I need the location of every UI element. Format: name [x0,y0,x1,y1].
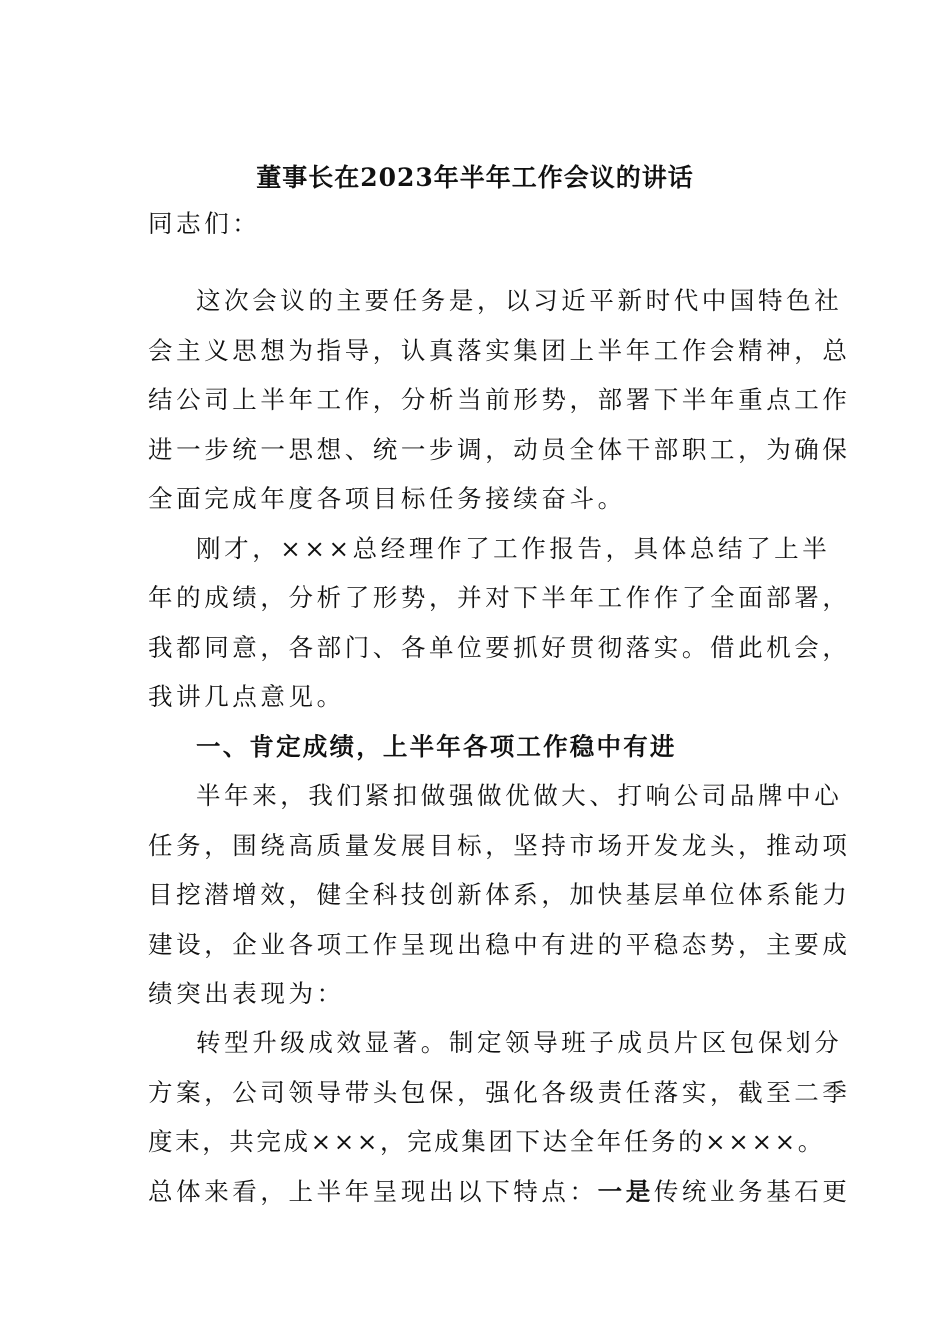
document-title: 董事长在2023年半年工作会议的讲话 [256,163,694,192]
section-heading: 一、肯定成绩，上半年各项工作稳中有进 [196,732,677,761]
paragraph-line: 转型升级成效显著。制定领导班子成员片区包保划分 [196,1028,843,1057]
paragraph-line: 我讲几点意见。 [148,682,345,711]
paragraph-line-text: 总体来看，上半年呈现出以下特点： [148,1177,598,1206]
paragraph-line [148,1174,851,1210]
paragraph-line: 任务，围绕高质量发展目标，坚持市场开发龙头，推动项 [148,831,851,860]
paragraph-line-text: 传统业务基石更 [653,1177,851,1206]
paragraph-line: 我都同意，各部门、各单位要抓好贯彻落实。借此机会， [148,633,851,662]
paragraph-line: 方案，公司领导带头包保，强化各级责任落实，截至二季 [148,1078,851,1107]
paragraph-line: 结公司上半年工作，分析当前形势，部署下半年重点工作 [148,385,851,414]
paragraph-line: 半年来，我们紧扣做强做优做大、打响公司品牌中心 [196,781,843,810]
paragraph-line: 绩突出表现为： [148,979,345,1008]
paragraph-line: 年的成绩，分析了形势，并对下半年工作作了全面部署， [148,583,851,612]
salutation: 同志们： [148,209,261,238]
paragraph-line: 建设，企业各项工作呈现出稳中有进的平稳态势，主要成 [148,930,851,959]
paragraph-line: 这次会议的主要任务是，以习近平新时代中国特色社 [196,286,843,315]
paragraph-line: 进一步统一思想、统一步调，动员全体干部职工，为确保 [148,435,851,464]
paragraph-line: 全面完成年度各项目标任务接续奋斗。 [148,484,626,513]
emphasis-text: 一是 [597,1177,654,1206]
paragraph-line: 会主义思想为指导，认真落实集团上半年工作会精神，总 [148,336,851,365]
paragraph-line: 目挖潜增效，健全科技创新体系，加快基层单位体系能力 [148,880,851,909]
paragraph-line: 度末，共完成×××，完成集团下达全年任务的××××。 [148,1127,825,1156]
paragraph-line: 刚才，×××总经理作了工作报告，具体总结了上半 [196,534,831,563]
